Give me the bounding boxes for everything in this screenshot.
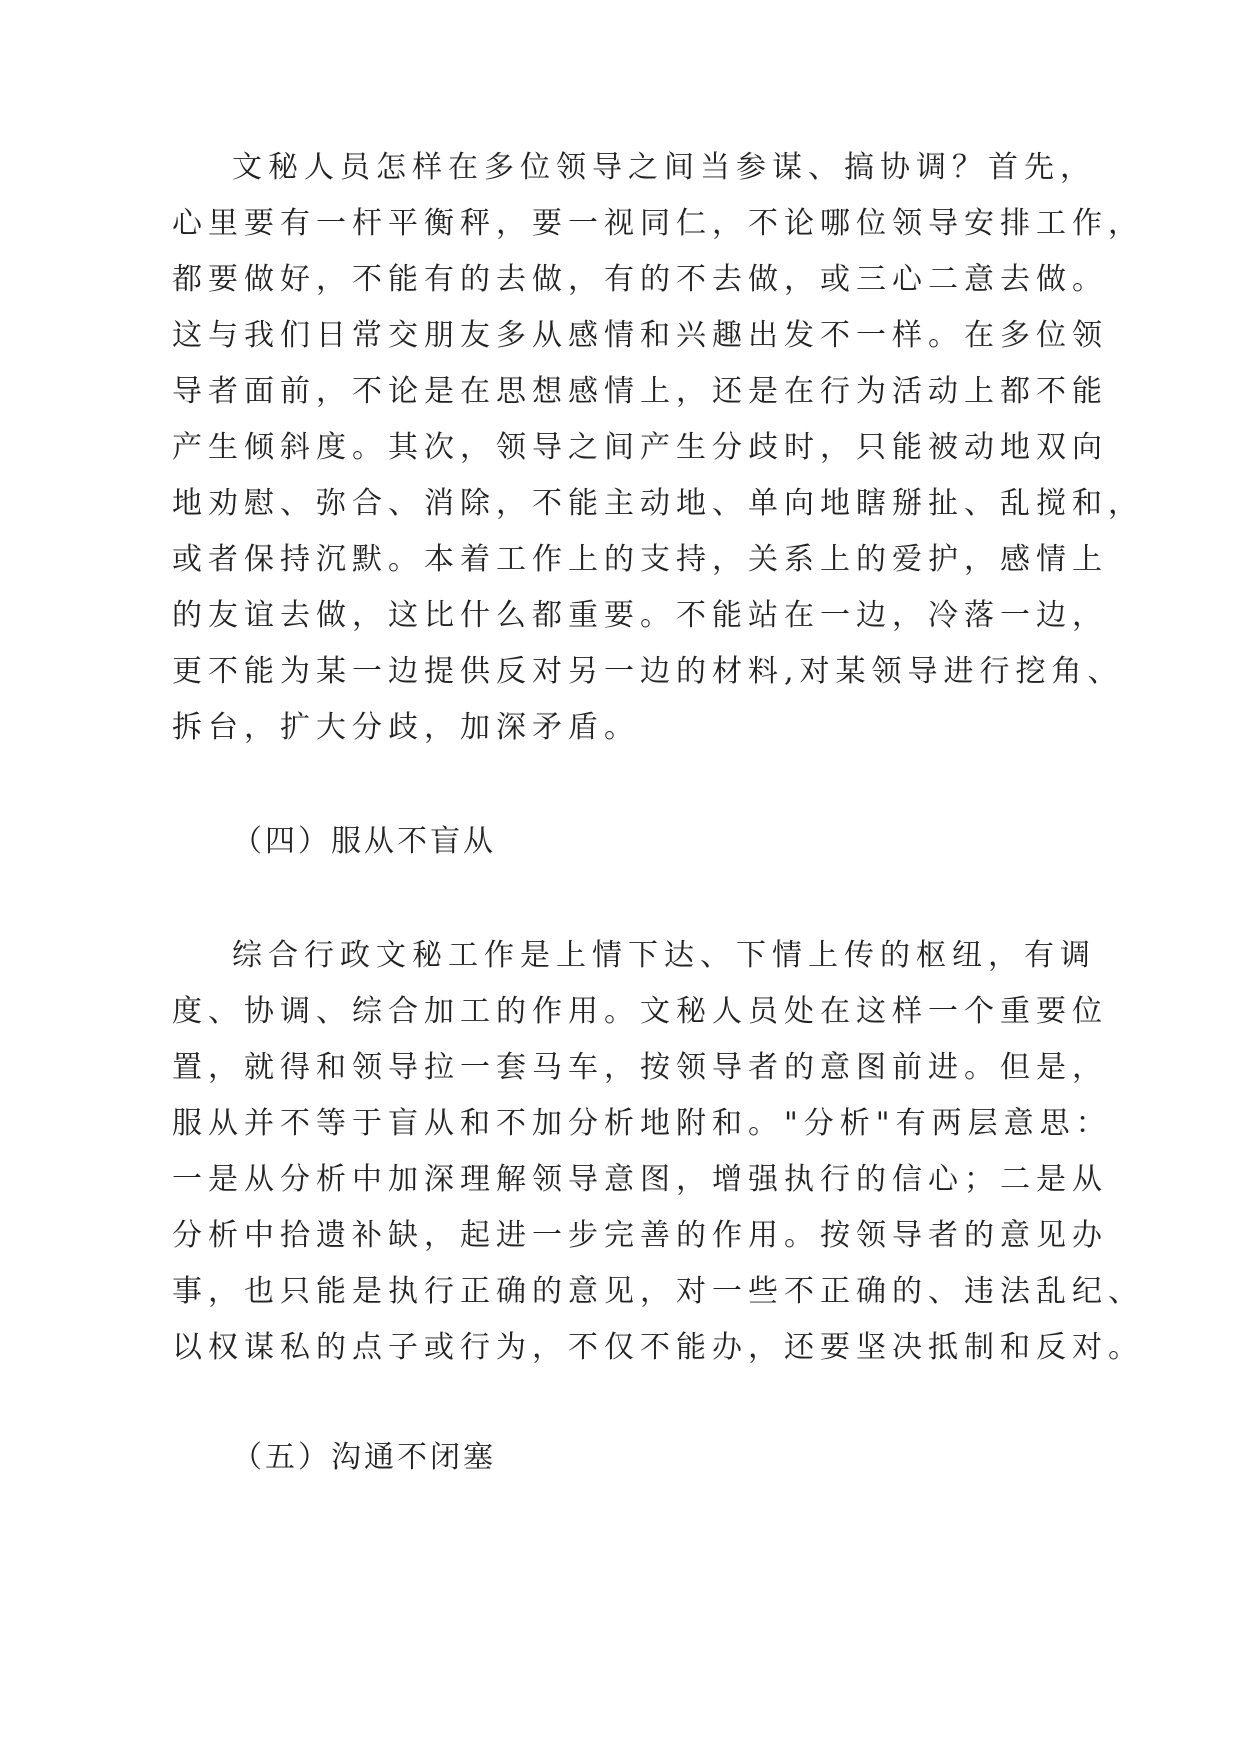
paragraph-1-line-11: 拆台，扩大分歧，加深矛盾。 [172,710,640,745]
paragraph-2-line-5: 一是从分析中加深理解领导意图，增强执行的信心；二是从 [172,1162,1108,1197]
paragraph-2-line-3: 置，就得和领导拉一套马车，按领导者的意图前进。但是， [172,1050,1108,1085]
paragraph-2-line-7: 事，也只能是执行正确的意见，对一些不正确的、违法乱纪、 [172,1274,1144,1309]
paragraph-2-line-4: 服从并不等于盲从和不加分析地附和。"分析"有两层意思： [172,1106,1112,1141]
section-heading-5: （五）沟通不闭塞 [232,1440,496,1475]
paragraph-2-line-2: 度、协调、综合加工的作用。文秘人员处在这样一个重要位 [172,994,1108,1029]
paragraph-1-line-6: 产生倾斜度。其次，领导之间产生分歧时，只能被动地双向 [172,430,1108,465]
paragraph-2-line-1: 综合行政文秘工作是上情下达、下情上传的枢纽，有调 [232,938,1096,973]
paragraph-1-line-8: 或者保持沉默。本着工作上的支持，关系上的爱护，感情上 [172,542,1108,577]
paragraph-1-line-7: 地劝慰、弥合、消除，不能主动地、单向地瞎掰扯、乱搅和， [172,486,1144,521]
section-heading-4: （四）服从不盲从 [232,824,496,859]
paragraph-1-line-1: 文秘人员怎样在多位领导之间当参谋、搞协调？首先， [232,150,1096,185]
paragraph-1-line-3: 都要做好，不能有的去做，有的不去做，或三心二意去做。 [172,262,1108,297]
paragraph-1-line-10: 更不能为某一边提供反对另一边的材料,对某领导进行挖角、 [172,654,1124,689]
paragraph-2-line-8: 以权谋私的点子或行为，不仅不能办，还要坚决抵制和反对。 [172,1330,1144,1365]
paragraph-1-line-5: 导者面前，不论是在思想感情上，还是在行为活动上都不能 [172,374,1108,409]
paragraph-1-line-4: 这与我们日常交朋友多从感情和兴趣出发不一样。在多位领 [172,318,1108,353]
paragraph-1-line-9: 的友谊去做，这比什么都重要。不能站在一边，冷落一边， [172,598,1108,633]
paragraph-2-line-6: 分析中拾遗补缺，起进一步完善的作用。按领导者的意见办 [172,1218,1108,1253]
paragraph-1-line-2: 心里要有一杆平衡秤，要一视同仁，不论哪位领导安排工作， [172,206,1144,241]
